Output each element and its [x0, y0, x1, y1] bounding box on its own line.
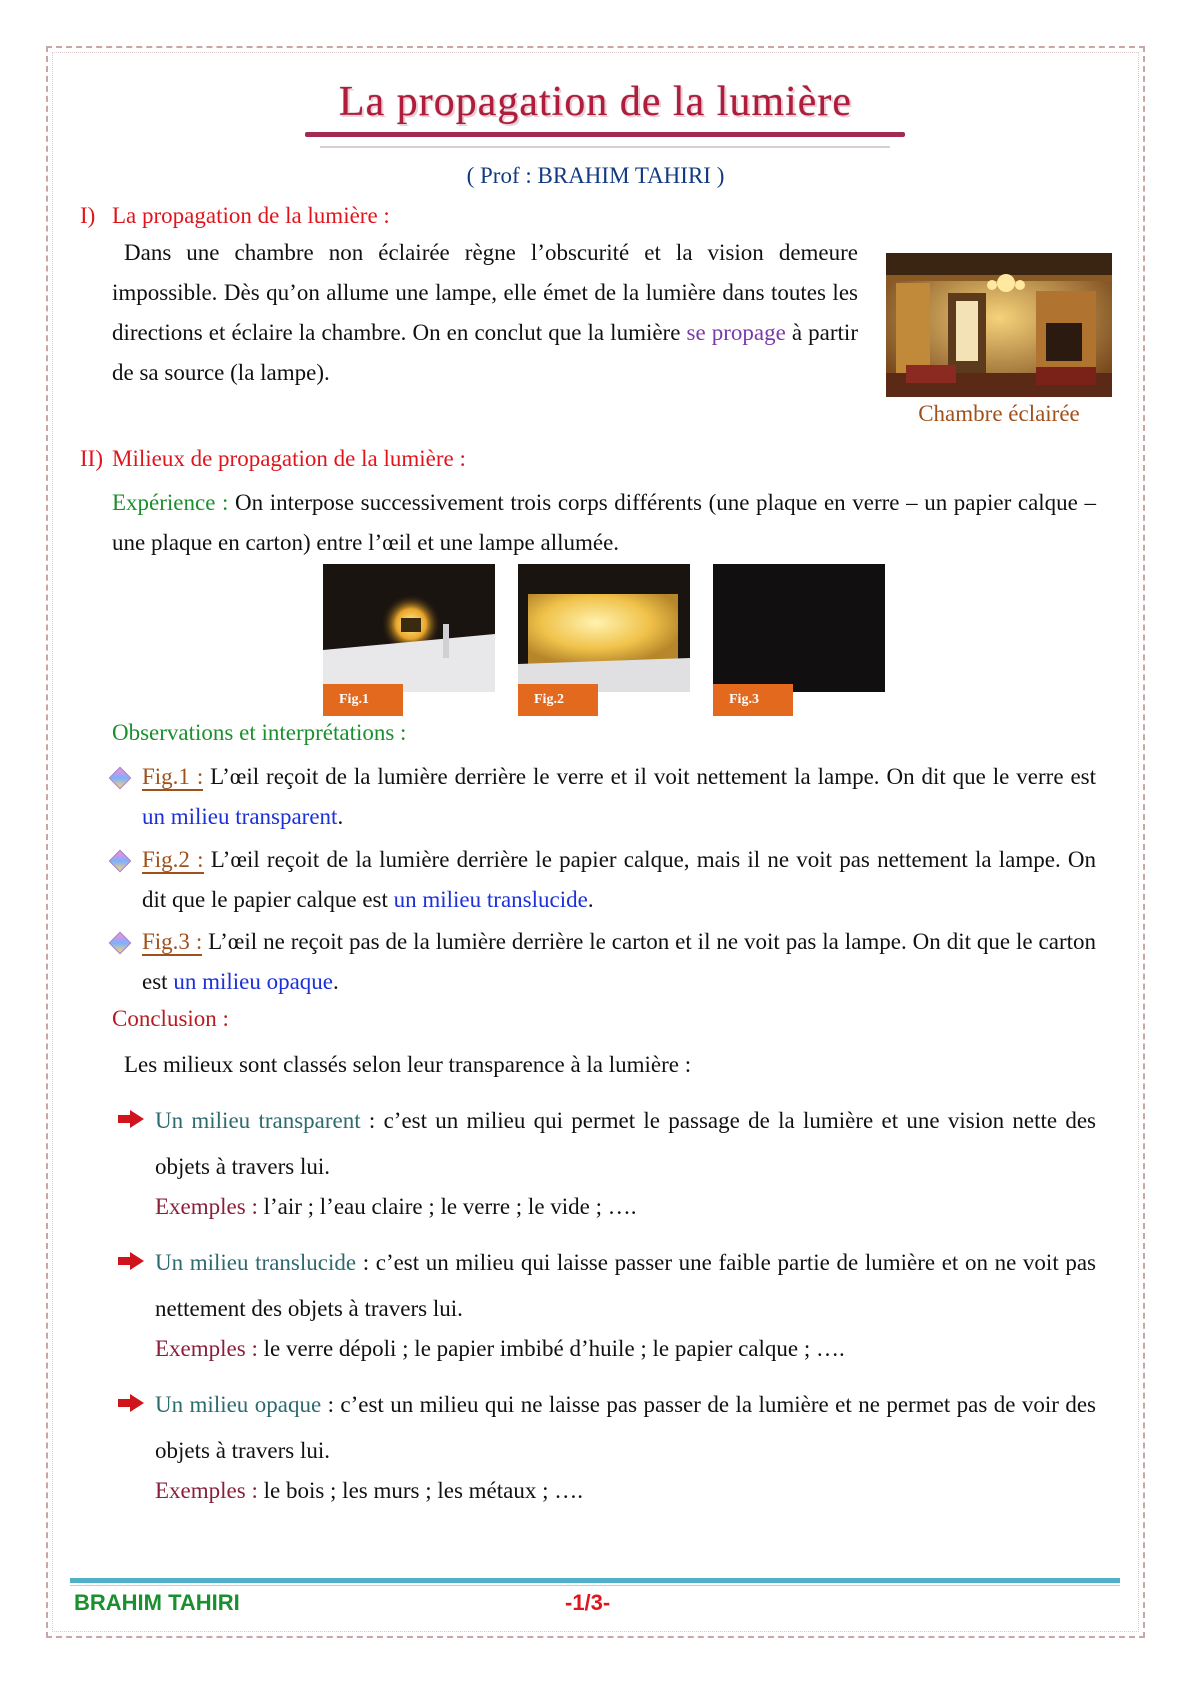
title-underline	[305, 132, 905, 137]
section2-heading: Milieux de propagation de la lumière :	[112, 446, 466, 471]
medium-term: Un milieu transparent	[155, 1108, 361, 1133]
observation-label: Fig.1 :	[142, 764, 204, 789]
figure-1-photo	[323, 564, 495, 692]
section1-paragraph	[112, 233, 858, 393]
observation-fig3	[142, 922, 1096, 1002]
term-opaque: un milieu opaque	[173, 969, 333, 994]
examples-text: le verre dépoli ; le papier imbibé d’huile ; le papier calque ; ….	[257, 1336, 845, 1361]
figure-1-label: Fig.1	[323, 684, 403, 716]
title-underline-shadow	[320, 146, 890, 148]
observation-text: L’œil ne reçoit pas de la lumière derrière le carton et il ne voit pas la lampe. On dit que le carton est	[142, 929, 1097, 994]
section1-heading: La propagation de la lumière :	[112, 203, 390, 228]
medium-term: Un milieu opaque	[155, 1392, 322, 1417]
medium-separator: :	[356, 1250, 376, 1275]
observation-fig2	[142, 840, 1096, 920]
examples-text: le bois ; les murs ; les métaux ; ….	[257, 1478, 583, 1503]
highlight-se-propage: se propage	[686, 320, 786, 345]
medium-transparent	[155, 1098, 1096, 1190]
conclusion-intro: Les milieux sont classés selon leur transparence à la lumière :	[124, 1052, 692, 1077]
figure-3-label: Fig.3	[713, 684, 793, 716]
figure-2-photo	[518, 564, 690, 692]
observation-end: .	[587, 887, 594, 912]
experience-paragraph	[112, 483, 1096, 563]
experience-text: On interpose successivement trois corps différents (une plaque en verre – un papier calque – une plaque en carton) entre l’œil et une lampe allumée.	[112, 490, 1096, 555]
section1-text-end: à partir de sa source (la lampe).	[112, 320, 858, 385]
medium-opaque-examples	[155, 1478, 583, 1504]
figure-3-photo	[713, 564, 885, 692]
author-line: ( Prof : BRAHIM TAHIRI )	[466, 163, 725, 188]
medium-term: Un milieu translucide	[155, 1250, 357, 1275]
arrow-right-icon	[118, 1110, 144, 1128]
observation-text: L’œil reçoit de la lumière derrière le papier calque, mais il ne voit pas nettement la lampe. On dit que le papier calque est	[142, 847, 1096, 912]
examples-label: Exemples :	[155, 1194, 258, 1219]
arrow-right-icon	[118, 1394, 144, 1412]
section1-text: Dans une chambre non éclairée règne l’obscurité et la vision demeure impossible. Dès qu’on allume une lampe, elle émet de la lumière dans toutes les directions et éclaire la chambre. On en conclut que la lumière	[112, 240, 858, 345]
observation-text: L’œil reçoit de la lumière derrière le verre et il voit nettement la lampe. On dit que le verre est	[203, 764, 1096, 789]
photo-caption: Chambre éclairée	[918, 401, 1080, 426]
term-translucide: un milieu translucide	[393, 887, 588, 912]
medium-opaque	[155, 1382, 1096, 1474]
examples-label: Exemples :	[155, 1478, 258, 1503]
footer-author: BRAHIM TAHIRI	[74, 1590, 240, 1615]
medium-definition: c’est un milieu qui ne laisse pas passer de la lumière et ne permet pas de voir des objets à travers lui.	[155, 1392, 1096, 1463]
observation-label: Fig.3 :	[142, 929, 203, 954]
footer-page-number: -1/3-	[565, 1590, 611, 1615]
term-transparent: un milieu transparent	[142, 804, 338, 829]
lit-room-photo	[886, 253, 1112, 397]
observation-end: .	[333, 969, 339, 994]
medium-definition: c’est un milieu qui laisse passer une faible partie de lumière et on ne voit pas nettement des objets à travers lui.	[155, 1250, 1097, 1321]
figure-2-label: Fig.2	[518, 684, 598, 716]
observation-label: Fig.2 :	[142, 847, 204, 872]
observation-fig1	[142, 757, 1096, 837]
medium-separator: :	[360, 1108, 384, 1133]
medium-separator: :	[321, 1392, 341, 1417]
examples-label: Exemples :	[155, 1336, 258, 1361]
section2-number: II)	[80, 446, 103, 471]
footer-rule-thin	[70, 1585, 1120, 1586]
conclusion-heading: Conclusion :	[112, 1006, 229, 1031]
medium-transparent-examples	[155, 1194, 637, 1220]
observations-heading: Observations et interprétations :	[112, 720, 407, 745]
footer-rule	[70, 1578, 1120, 1583]
experience-label: Expérience :	[112, 490, 229, 515]
section1-number: I)	[80, 203, 96, 228]
medium-translucent	[155, 1240, 1096, 1332]
medium-translucent-examples	[155, 1336, 845, 1362]
examples-text: l’air ; l’eau claire ; le verre ; le vide ; ….	[257, 1194, 637, 1219]
arrow-right-icon	[118, 1252, 144, 1270]
medium-definition: c’est un milieu qui permet le passage de la lumière et une vision nette des objets à travers lui.	[155, 1108, 1096, 1179]
observation-end: .	[337, 804, 344, 829]
page-title: La propagation de la lumière	[338, 79, 853, 125]
